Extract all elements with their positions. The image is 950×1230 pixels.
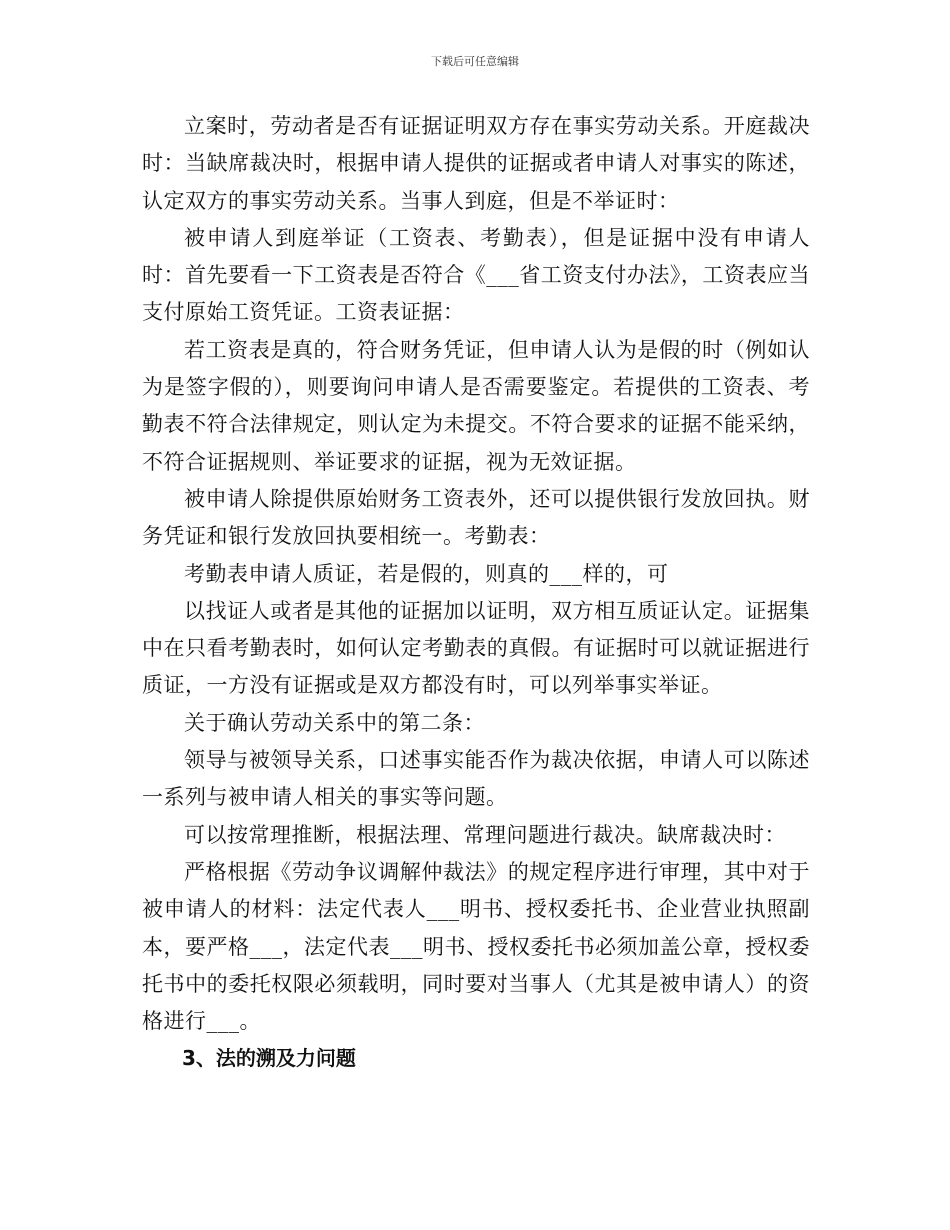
paragraph: 领导与被领导关系，口述事实能否作为裁决依据，申请人可以陈述一系列与被申请人相关的事实等问题。 <box>142 748 810 810</box>
paragraph: 考勤表申请人质证，若是假的，则真的___样的，可 <box>184 561 669 586</box>
paragraph: 严格根据《劳动争议调解仲裁法》的规定程序进行审理，其中对于被申请人的材料：法定代表人___明书、授权委托书、企业营业执照副本，要严格___，法定代表___明书、授权委托书必须加盖公章，授权委托书中的委托权限必须载明，同时要对当事人（尤其是被申请人）的资格进行___。 <box>142 859 810 1034</box>
paragraph: 关于确认劳动关系中的第二条： <box>184 710 485 735</box>
paragraph: 立案时，劳动者是否有证据证明双方存在事实劳动关系。开庭裁决时：当缺席裁决时，根据申请人提供的证据或者申请人对事实的陈述，认定双方的事实劳动关系。当事人到庭，但是不举证时： <box>142 114 810 213</box>
paragraph: 以找证人或者是其他的证据加以证明，双方相互质证认定。证据集中在只看考勤表时，如何认定考勤表的真假。有证据时可以就证据进行质证，一方没有证据或是双方都没有时，可以列举事实举证。 <box>142 598 810 698</box>
paragraph: 被申请人除提供原始财务工资表外，还可以提供银行发放回执。财务凭证和银行发放回执要相统一。考勤表： <box>142 486 810 549</box>
section-heading: 3、法的溯及力问题 <box>182 1046 356 1071</box>
paragraph: 被申请人到庭举证（工资表、考勤表），但是证据中没有申请人时：首先要看一下工资表是否符合《___省工资支付办法》，工资表应当支付原始工资凭证。工资表证据： <box>142 225 810 325</box>
document-body <box>142 108 810 1078</box>
paragraph: 可以按常理推断，根据法理、常理问题进行裁决。缺席裁决时： <box>184 822 786 847</box>
page-header: 下载后可任意编辑 <box>431 55 519 68</box>
paragraph: 若工资表是真的，符合财务凭证，但申请人认为是假的时（例如认为是签字假的），则要询问申请人是否需要鉴定。若提供的工资表、考勤表不符合法律规定，则认定为未提交。不符合要求的证据不能采纳，不符合证据规则、举证要求的证据，视为无效证据。 <box>142 337 810 474</box>
